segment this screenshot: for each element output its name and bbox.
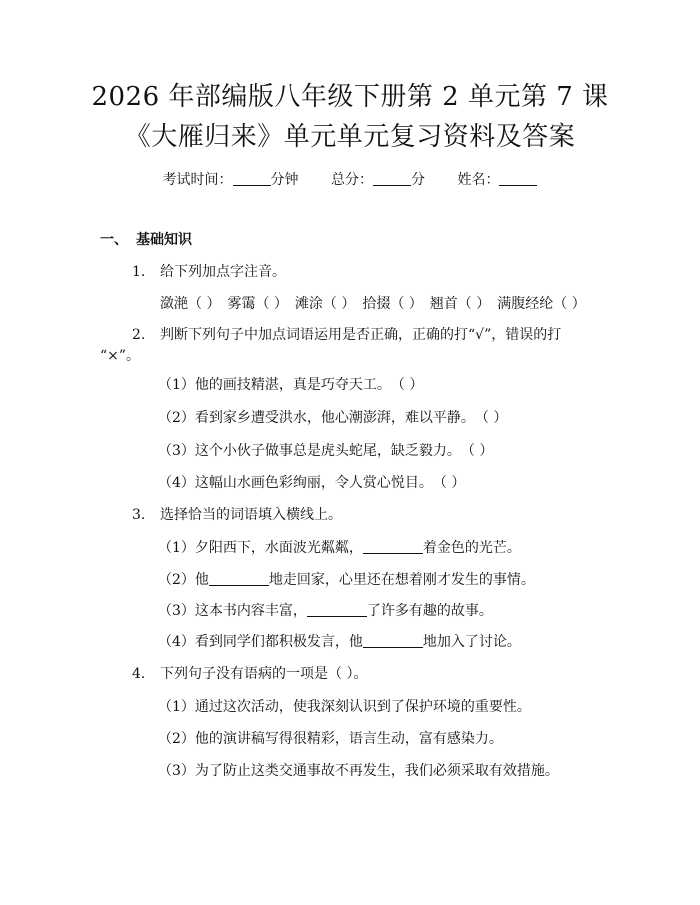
item-text-after: 了许多有趣的故事。 [366,603,493,619]
exam-meta [0,170,700,190]
time-blank [233,171,271,186]
time-unit: 分钟 [270,172,299,188]
question-number: 3. [132,507,146,523]
q2-item: （1）他的画技精湛，真是巧夺天工。 （ ） [158,377,424,393]
item-text-after: 着金色的光芒。 [422,540,521,556]
q4-item: （3）为了防止这类交通事故不再发生，我们必须采取有效措施。 [158,763,559,779]
question-2 [132,325,561,345]
answer-blank[interactable] [363,633,423,648]
answer-blank[interactable] [209,571,269,586]
student-name [457,170,537,190]
question-1 [132,262,286,282]
question-2-continued: “×”。 [100,348,141,364]
question-text: 判断下列句子中加点词语运用是否正确，正确的打“√”，错误的打 [160,327,562,343]
q2-item: （3）这个小伙子做事总是虎头蛇尾，缺乏毅力。 （ ） [158,443,494,459]
question-text: 选择恰当的词语填入横线上。 [160,507,342,523]
question-number: 2. [132,327,146,343]
q3-item [158,538,521,558]
title-line-2: 《大雁归来》单元单元复习资料及答案 [124,122,576,152]
item-text-after: 地加入了讨论。 [422,634,521,650]
item-text-before: （2）他 [158,572,209,588]
exam-time [163,170,299,190]
name-blank [499,171,537,186]
q3-item [158,632,521,652]
section-heading [100,230,192,250]
answer-blank[interactable] [307,602,367,617]
question-number: 4. [132,666,146,682]
item-text-before: （1）夕阳西下，水面波光粼粼， [158,540,363,556]
score-blank [373,171,411,186]
answer-blank[interactable] [363,539,423,554]
question-number: 1. [132,264,146,280]
q2-item: （4）这幅山水画色彩绚丽，令人赏心悦目。 （ ） [158,475,466,491]
question-text: 给下列加点字注音。 [160,264,286,280]
section-number: 一、 [100,232,128,248]
q2-item: （2）看到家乡遭受洪水，他心潮澎湃，难以平静。 （ ） [158,410,508,426]
q1-items: 潋滟（ ） 雾霭（ ） 滩涂（ ） 拾掇（ ） 翘首（ ） 满腹经纶（ ） [160,296,586,312]
question-3 [132,505,342,525]
total-score [331,170,425,190]
item-text-after: 地走回家，心里还在想着刚才发生的事情。 [268,572,535,588]
question-text: 下列句子没有语病的一项是（ ）。 [160,666,368,682]
item-text-before: （4）看到同学们都积极发言，他 [158,634,363,650]
q4-item: （2）他的演讲稿写得很精彩，语言生动，富有感染力。 [158,731,503,747]
section-title: 基础知识 [136,232,192,248]
time-label: 考试时间： [162,172,233,188]
q3-item [158,601,493,621]
score-unit: 分 [411,172,425,188]
q4-item: （1）通过这次活动，使我深刻认识到了保护环境的重要性。 [158,699,531,715]
name-label: 姓名： [457,172,500,188]
score-label: 总分： [331,172,373,188]
item-text-before: （3）这本书内容丰富， [158,603,307,619]
question-4 [132,664,367,684]
title-line-1: 2026 年部编版八年级下册第 2 单元第 7 课 [91,82,609,112]
q3-item [158,570,535,590]
